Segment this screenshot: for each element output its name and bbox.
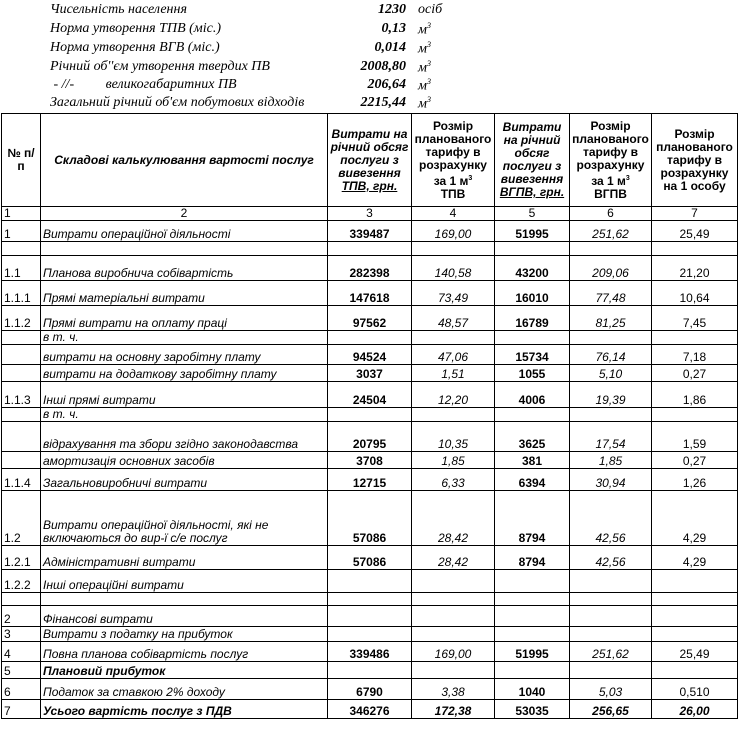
- vgpv-cost: 15734: [495, 345, 570, 365]
- table-row: [2, 679, 738, 700]
- table-row: [2, 382, 738, 408]
- column-number: 5: [495, 207, 570, 221]
- vgpv-cost: 381: [495, 452, 570, 469]
- vgpv-cost: [495, 242, 570, 256]
- summary-label: Річний об''єм утворення твердих ПВ: [50, 59, 270, 74]
- row-number: [2, 452, 41, 469]
- summary-row: [0, 77, 739, 95]
- cost-calculation-table: [1, 113, 738, 719]
- row-name: Адміністративні витрати: [41, 546, 328, 570]
- vgpv-cost: [495, 662, 570, 679]
- vgpv-tariff: [570, 662, 652, 679]
- vgpv-cost: 1055: [495, 365, 570, 382]
- tpv-tariff: 172,38: [412, 700, 495, 719]
- tpv-tariff: [412, 408, 495, 422]
- summary-value: 206,64: [367, 77, 406, 92]
- tpv-cost: 3708: [328, 452, 412, 469]
- summary-value: 2008,80: [360, 59, 406, 74]
- vgpv-cost: 53035: [495, 700, 570, 719]
- row-name: витрати на основну заробітну плату: [41, 345, 328, 365]
- vgpv-cost: [495, 331, 570, 345]
- per-person-tariff: [652, 606, 738, 627]
- summary-value: 1230: [378, 2, 406, 17]
- row-name: в т. ч.: [41, 408, 328, 422]
- vgpv-tariff: [570, 593, 652, 606]
- row-number: 1: [2, 221, 41, 242]
- vgpv-tariff: [570, 627, 652, 642]
- row-number: 2: [2, 606, 41, 627]
- tpv-cost: 97562: [328, 306, 412, 331]
- row-number: 1.1.2: [2, 306, 41, 331]
- row-number: [2, 331, 41, 345]
- tpv-tariff: [412, 606, 495, 627]
- summary-label: Загальний річний об'єм побутових відходів: [50, 95, 305, 110]
- row-number: [2, 422, 41, 452]
- row-number: [2, 408, 41, 422]
- tpv-tariff: 3,38: [412, 679, 495, 700]
- table-row: [2, 662, 738, 679]
- column-number: 6: [570, 207, 652, 221]
- summary-label: Норма утворення ВГВ (міс.): [50, 40, 220, 55]
- row-number: [2, 242, 41, 256]
- vgpv-tariff: 209,06: [570, 256, 652, 281]
- per-person-tariff: 26,00: [652, 700, 738, 719]
- tpv-cost: 3037: [328, 365, 412, 382]
- table-row: [2, 570, 738, 593]
- per-person-tariff: 1,26: [652, 469, 738, 491]
- tpv-tariff: [412, 627, 495, 642]
- per-person-tariff: 0,27: [652, 365, 738, 382]
- vgpv-tariff: [570, 408, 652, 422]
- tpv-tariff: 10,35: [412, 422, 495, 452]
- per-person-tariff: 1,86: [652, 382, 738, 408]
- tpv-cost: [328, 570, 412, 593]
- tpv-tariff: 12,20: [412, 382, 495, 408]
- table-row: [2, 256, 738, 281]
- vgpv-cost: 1040: [495, 679, 570, 700]
- summary-row: [0, 95, 739, 113]
- per-person-tariff: [652, 408, 738, 422]
- tpv-cost: [328, 408, 412, 422]
- vgpv-cost: 16010: [495, 281, 570, 306]
- row-number: [2, 365, 41, 382]
- vgpv-tariff: [570, 242, 652, 256]
- summary-unit: $м^3$: [418, 77, 431, 94]
- vgpv-cost: 43200: [495, 256, 570, 281]
- table-row: [2, 700, 738, 719]
- tpv-cost: 339486: [328, 642, 412, 662]
- per-person-tariff: 25,49: [652, 642, 738, 662]
- row-number: 1.1.1: [2, 281, 41, 306]
- summary-row: [0, 21, 739, 39]
- table-body: [2, 221, 738, 719]
- tpv-cost: [328, 606, 412, 627]
- vgpv-cost: [495, 627, 570, 642]
- row-number: 6: [2, 679, 41, 700]
- tpv-tariff: 6,33: [412, 469, 495, 491]
- row-number: 1.2.2: [2, 570, 41, 593]
- vgpv-tariff: 77,48: [570, 281, 652, 306]
- table-row: [2, 408, 738, 422]
- vgpv-tariff: [570, 606, 652, 627]
- tpv-cost: 57086: [328, 491, 412, 546]
- table-row: [2, 345, 738, 365]
- vgpv-tariff: 81,25: [570, 306, 652, 331]
- row-name: Витрати операційної діяльності, які не включаються до вир-ї с/е послуг: [41, 491, 328, 546]
- per-person-tariff: [652, 593, 738, 606]
- tpv-cost: 339487: [328, 221, 412, 242]
- row-name: Прямі витрати на оплату праці: [41, 306, 328, 331]
- vgpv-tariff: 256,65: [570, 700, 652, 719]
- tpv-cost: 6790: [328, 679, 412, 700]
- summary-label: - //- великогабаритних ПВ: [50, 77, 237, 92]
- tpv-cost: 282398: [328, 256, 412, 281]
- vgpv-tariff: [570, 570, 652, 593]
- vgpv-cost: [495, 570, 570, 593]
- row-name: [41, 593, 328, 606]
- vgpv-cost: [495, 593, 570, 606]
- tpv-tariff: 1,51: [412, 365, 495, 382]
- vgpv-cost: 6394: [495, 469, 570, 491]
- tpv-tariff: 169,00: [412, 221, 495, 242]
- per-person-tariff: 21,20: [652, 256, 738, 281]
- column-number: 1: [2, 207, 41, 221]
- row-name: [41, 242, 328, 256]
- per-person-tariff: 4,29: [652, 491, 738, 546]
- column-number: 2: [41, 207, 328, 221]
- row-name: Плановий прибуток: [41, 662, 328, 679]
- tpv-tariff: 169,00: [412, 642, 495, 662]
- tpv-tariff: 140,58: [412, 256, 495, 281]
- vgpv-cost: [495, 408, 570, 422]
- per-person-tariff: 0,27: [652, 452, 738, 469]
- row-name: відрахування та збори згідно законодавства: [41, 422, 328, 452]
- row-name: Інші операційні витрати: [41, 570, 328, 593]
- summary-label: Чисельність населення: [50, 2, 187, 17]
- per-person-tariff: 4,29: [652, 546, 738, 570]
- tpv-cost: [328, 593, 412, 606]
- table-row: [2, 491, 738, 546]
- per-person-tariff: 0,510: [652, 679, 738, 700]
- row-number: 4: [2, 642, 41, 662]
- row-number: 1.1: [2, 256, 41, 281]
- vgpv-tariff: 251,62: [570, 221, 652, 242]
- vgpv-cost: 4006: [495, 382, 570, 408]
- vgpv-tariff: 251,62: [570, 642, 652, 662]
- row-name: в т. ч.: [41, 331, 328, 345]
- per-person-tariff: [652, 627, 738, 642]
- summary-label: Норма утворення ТПВ (міс.): [50, 21, 221, 36]
- table-header-row: [2, 114, 738, 207]
- table-row: [2, 627, 738, 642]
- row-number: 3: [2, 627, 41, 642]
- row-name: Усього вартість послуг з ПДВ: [41, 700, 328, 719]
- table-row: [2, 221, 738, 242]
- header-name: Складові калькулювання вартості послуг: [41, 114, 328, 207]
- tpv-tariff: 28,42: [412, 491, 495, 546]
- tpv-cost: [328, 662, 412, 679]
- header-col4: Розмір планованого тарифу в розрахунку за 1 $м^3$ ТПВ: [412, 114, 495, 207]
- table-row: [2, 242, 738, 256]
- summary-unit: $м^3$: [418, 59, 431, 76]
- per-person-tariff: 25,49: [652, 221, 738, 242]
- column-number: 3: [328, 207, 412, 221]
- table-row: [2, 365, 738, 382]
- row-number: [2, 345, 41, 365]
- per-person-tariff: [652, 331, 738, 345]
- tpv-tariff: 47,06: [412, 345, 495, 365]
- row-number: 1.1.4: [2, 469, 41, 491]
- vgpv-tariff: 19,39: [570, 382, 652, 408]
- vgpv-cost: 16789: [495, 306, 570, 331]
- header-col5: Витрати на річний обсяг послуги з вивезення ВГПВ, грн.: [495, 114, 570, 207]
- summary-unit: $м^3$: [418, 40, 431, 57]
- summary-header: [0, 0, 739, 114]
- row-name: витрати на додаткову заробітну плату: [41, 365, 328, 382]
- tpv-cost: 346276: [328, 700, 412, 719]
- tpv-cost: [328, 242, 412, 256]
- per-person-tariff: 7,18: [652, 345, 738, 365]
- tpv-cost: 147618: [328, 281, 412, 306]
- vgpv-tariff: 76,14: [570, 345, 652, 365]
- vgpv-tariff: 42,56: [570, 546, 652, 570]
- tpv-cost: [328, 331, 412, 345]
- row-name: Загальновиробничі витрати: [41, 469, 328, 491]
- per-person-tariff: 1,59: [652, 422, 738, 452]
- table-row: [2, 452, 738, 469]
- summary-value: 0,014: [374, 40, 406, 55]
- vgpv-tariff: 17,54: [570, 422, 652, 452]
- row-name: Повна планова собівартість послуг: [41, 642, 328, 662]
- header-col3: Витрати на річний обсяг послуги з вивезення ТПВ, грн.: [328, 114, 412, 207]
- vgpv-tariff: 42,56: [570, 491, 652, 546]
- table-row: [2, 331, 738, 345]
- tpv-tariff: [412, 570, 495, 593]
- tpv-tariff: 73,49: [412, 281, 495, 306]
- summary-value: 2215,44: [360, 95, 406, 110]
- tpv-tariff: 28,42: [412, 546, 495, 570]
- tpv-tariff: [412, 331, 495, 345]
- tpv-tariff: 1,85: [412, 452, 495, 469]
- table-row: [2, 606, 738, 627]
- table-row: [2, 642, 738, 662]
- row-name: Витрати операційної діяльності: [41, 221, 328, 242]
- row-name: Прямі матеріальні витрати: [41, 281, 328, 306]
- table-row: [2, 281, 738, 306]
- table-row: [2, 546, 738, 570]
- vgpv-tariff: 5,03: [570, 679, 652, 700]
- vgpv-tariff: [570, 331, 652, 345]
- tpv-cost: 57086: [328, 546, 412, 570]
- summary-unit: $м^3$: [418, 21, 431, 38]
- table-row: [2, 306, 738, 331]
- tpv-tariff: 48,57: [412, 306, 495, 331]
- tpv-cost: 12715: [328, 469, 412, 491]
- column-number: 7: [652, 207, 738, 221]
- row-number: 1.1.3: [2, 382, 41, 408]
- tpv-cost: 24504: [328, 382, 412, 408]
- vgpv-cost: 51995: [495, 221, 570, 242]
- per-person-tariff: [652, 662, 738, 679]
- row-number: 1.2.1: [2, 546, 41, 570]
- tpv-cost: 94524: [328, 345, 412, 365]
- summary-unit: осіб: [418, 2, 443, 17]
- table-row: [2, 593, 738, 606]
- table-row: [2, 422, 738, 452]
- column-number: 4: [412, 207, 495, 221]
- row-name: амортизація основних засобів: [41, 452, 328, 469]
- vgpv-cost: [495, 606, 570, 627]
- summary-value: 0,13: [381, 21, 406, 36]
- vgpv-cost: 8794: [495, 491, 570, 546]
- row-number: 7: [2, 700, 41, 719]
- vgpv-tariff: 1,85: [570, 452, 652, 469]
- row-number: 1.2: [2, 491, 41, 546]
- summary-row: [0, 40, 739, 58]
- per-person-tariff: 7,45: [652, 306, 738, 331]
- tpv-tariff: [412, 242, 495, 256]
- row-name: Податок за ставкою 2% доходу: [41, 679, 328, 700]
- row-number: 5: [2, 662, 41, 679]
- header-no: № п/п: [2, 114, 41, 207]
- header-col6: Розмір планованого тарифу в розрахунку за 1 $м^3$ ВГПВ: [570, 114, 652, 207]
- tpv-cost: [328, 627, 412, 642]
- vgpv-cost: 51995: [495, 642, 570, 662]
- header-col7: Розмір планованого тарифу в розрахунку на 1 особу: [652, 114, 738, 207]
- tpv-cost: 20795: [328, 422, 412, 452]
- vgpv-cost: 3625: [495, 422, 570, 452]
- table-row: [2, 469, 738, 491]
- summary-row: [0, 2, 739, 20]
- per-person-tariff: [652, 570, 738, 593]
- vgpv-tariff: 5,10: [570, 365, 652, 382]
- vgpv-cost: 8794: [495, 546, 570, 570]
- summary-unit: $м^3$: [418, 95, 431, 112]
- row-number: [2, 593, 41, 606]
- tpv-tariff: [412, 593, 495, 606]
- per-person-tariff: 10,64: [652, 281, 738, 306]
- row-name: Витрати з податку на прибуток: [41, 627, 328, 642]
- row-name: Інші прямі витрати: [41, 382, 328, 408]
- vgpv-tariff: 30,94: [570, 469, 652, 491]
- tpv-tariff: [412, 662, 495, 679]
- column-number-row: [2, 207, 738, 221]
- per-person-tariff: [652, 242, 738, 256]
- row-name: Планова виробнича собівартість: [41, 256, 328, 281]
- row-name: Фінансові витрати: [41, 606, 328, 627]
- summary-row: [0, 59, 739, 77]
